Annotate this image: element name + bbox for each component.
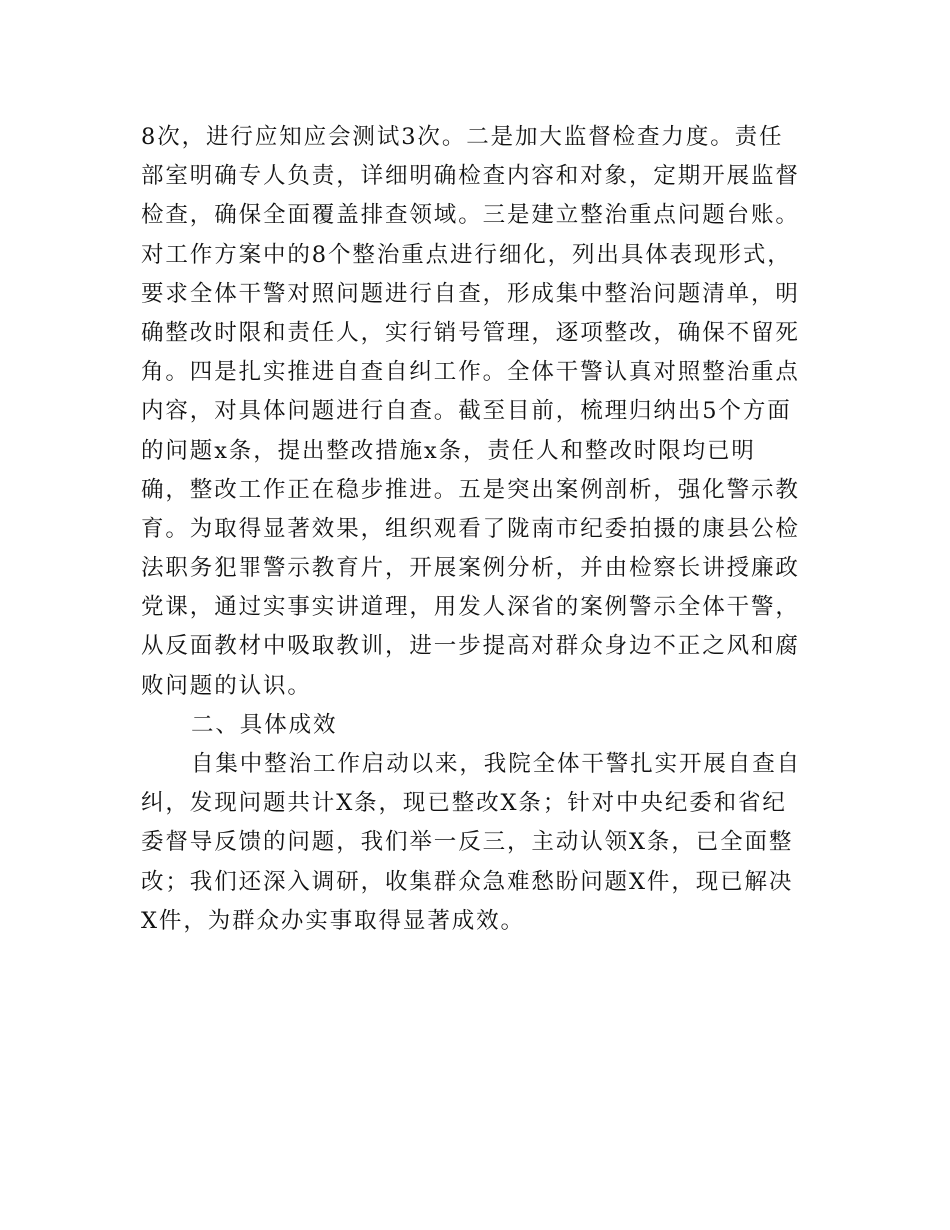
- text-line: 对工作方案中的8个整治重点进行细化，列出具体表现形式，: [141, 241, 792, 268]
- text-line: 检查，确保全面覆盖排查领域。三是建立整治重点问题台账。: [141, 202, 800, 229]
- text-line: 确，整改工作正在稳步推进。五是突出案例剖析，强化警示教: [141, 476, 800, 503]
- text-line: 要求全体干警对照问题进行自查，形成集中整治问题清单，明: [141, 280, 800, 307]
- text-line: 8次，进行应知应会测试3次。二是加大监督检查力度。责任: [141, 124, 784, 150]
- text-line: 改；我们还深入调研，收集群众急难愁盼问题X件，现已解决: [141, 868, 794, 895]
- text-line: 部室明确专人负责，详细明确检查内容和对象，定期开展监督: [141, 163, 800, 190]
- text-line: 法职务犯罪警示教育片，开展案例分析，并由检察长讲授廉政: [141, 555, 800, 582]
- text-line: 纠，发现问题共计X条，现已整改X条；针对中央纪委和省纪: [141, 790, 787, 817]
- text-line: 党课，通过实事实讲道理，用发人深省的案例警示全体干警，: [141, 594, 800, 621]
- text-line: 角。四是扎实推进自查自纠工作。全体干警认真对照整治重点: [141, 359, 800, 386]
- text-line: 内容，对具体问题进行自查。截至目前，梳理归纳出5个方面: [141, 398, 792, 425]
- text-line: 自集中整治工作启动以来，我院全体干警扎实开展自查自: [191, 751, 802, 777]
- text-line: 确整改时限和责任人，实行销号管理，逐项整改，确保不留死: [141, 319, 800, 346]
- document-body: [141, 118, 813, 941]
- text-line: 从反面教材中吸取教训，进一步提高对群众身边不正之风和腐: [141, 633, 800, 660]
- section-heading: 二、具体成效: [191, 711, 338, 738]
- text-line: 委督导反馈的问题，我们举一反三，主动认领X条，已全面整: [141, 829, 794, 856]
- text-line: 的问题x条，提出整改措施x条，责任人和整改时限均已明: [141, 437, 756, 464]
- text-line: 败问题的认识。: [141, 672, 312, 699]
- text-line: 育。为取得显著效果，组织观看了陇南市纪委拍摄的康县公检: [141, 515, 800, 542]
- text-line: X件，为群众办实事取得显著成效。: [141, 907, 525, 934]
- paragraph-results: [141, 745, 813, 941]
- paragraph-measures: [141, 118, 813, 706]
